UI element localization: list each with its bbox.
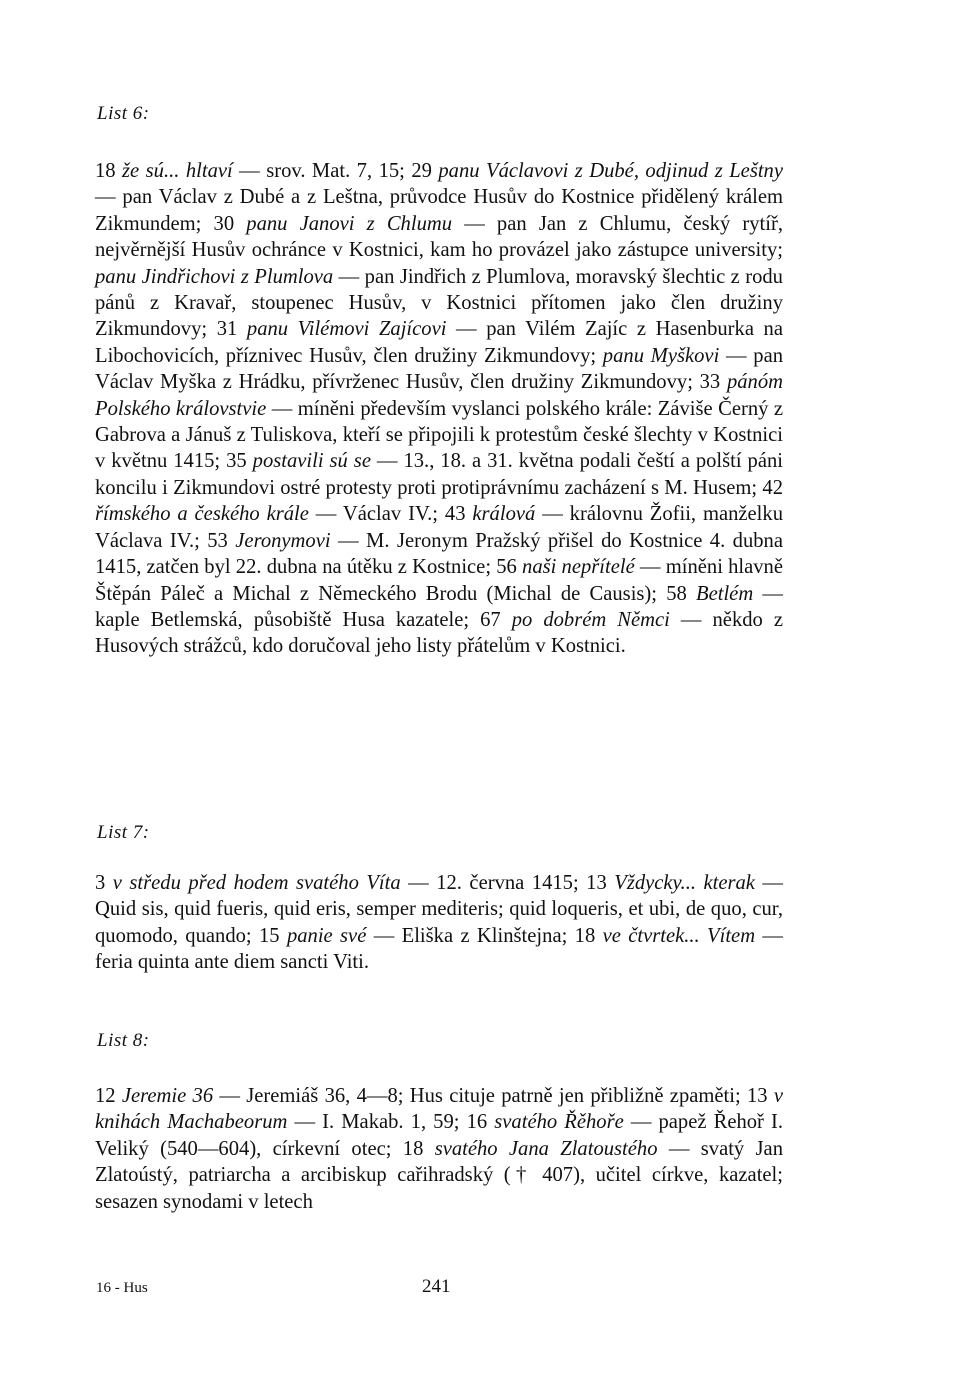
text-run: — I. Makab. 1, 59; 16 [287, 1111, 495, 1134]
text-run: — Eliška z Klinštejna; 18 [366, 924, 603, 947]
text-run: — srov. Mat. 7, 15; 29 [232, 160, 439, 182]
text-run: — královnu Žofii, manželku Václava IV.; 53 [95, 503, 783, 552]
italic-citation: Jeremie 36 [121, 1085, 214, 1107]
italic-citation: králová [472, 503, 536, 526]
italic-citation: že sú... hltaví [122, 160, 233, 182]
italic-citation: Betlém [696, 582, 754, 605]
text-run: — feria quinta ante diem sancti Viti. [95, 924, 784, 974]
italic-citation: ve čtvrtek... Vítem [602, 924, 756, 947]
document-page [95, 0, 783, 1381]
text-run: — pan Václav Myška z Hrádku, přívrženec Husův, člen družiny Zikmundovy; 33 [95, 344, 784, 394]
text-run: — míněni hlavně Štěpán Páleč a Michal z Německého Brodu (Michal de Causis); 58 [95, 556, 783, 605]
italic-citation: v středu před hodem svatého Víta [112, 872, 401, 894]
text-run: 12 [95, 1085, 122, 1107]
printer-signature: 16 - Hus [96, 1280, 148, 1296]
text-run: — Václav IV.; 43 [308, 503, 473, 526]
italic-citation: panu Vilémovi Zajícovi [246, 318, 447, 341]
text-run: — Quid sis, quid fueris, quid eris, semper mediteris; quid loqueris, et ubi, de quo, cur, quomodo, quando; 15 [95, 872, 784, 947]
text-run: — někdo z Husových strážců, kdo doručoval jeho listy přátelům v Kostnici. [95, 608, 784, 658]
text-run: — Jeremiáš 36, 4—8; Hus cituje patrně jen přibližně zpaměti; 13 [213, 1085, 774, 1107]
text-run: — M. Jeronym Pražský přišel do Kostnice 4. dubna 1415, zatčen byl 22. dubna na útěku z Kostnice; 56 [95, 529, 783, 579]
text-run: 3 [95, 872, 113, 894]
section-heading-list-8: List 8: [97, 1030, 150, 1051]
italic-citation: Vždycky... kterak [614, 872, 755, 894]
text-run: — míněni především vyslanci polského krále: Záviše Černý z Gabrova a Jánuš z Tuliskova, kteří se připojili k protestům české šlechty v Kostnici v květnu 1415; 35 [95, 397, 783, 473]
italic-citation: pánóm Polského královstvie [95, 371, 783, 420]
italic-citation: svatého Jana Zlatoustého [434, 1137, 658, 1160]
italic-citation: panie své [286, 924, 367, 947]
text-run: — papež Řehoř I. Veliký (540—604), církevní otec; 18 [95, 1111, 784, 1160]
text-run: — kaple Betlemská, působiště Husa kazatele; 67 [95, 582, 783, 631]
text-run: — pan Jindřich z Plumlova, moravský šlechtic z rodu pánů z Kravař, stoupenec Husův, v Kostnici přítomen jako člen družiny Zikmundovy; 31 [95, 265, 783, 341]
text-run: 18 [95, 160, 123, 182]
italic-citation: po dobrém Němci [511, 608, 670, 631]
italic-citation: panu Václavovi z Dubé, odjinud z Leštny [438, 160, 783, 182]
italic-citation: postavili sú se [252, 450, 371, 473]
text-run: — 13., 18. a 31. května podali čeští a polští páni koncilu i Zikmundovi ostré protesty proti protiprávnímu zacházení s M. Husem; 42 [95, 450, 784, 499]
page-number: 241 [422, 1276, 451, 1297]
italic-citation: panu Janovi z Chlumu [246, 212, 453, 235]
italic-citation: panu Jindřichovi z Plumlova [95, 265, 334, 288]
italic-citation: v knihách Machabeorum [95, 1085, 783, 1134]
commentary-list-8 [95, 1083, 783, 1215]
text-run: — pan Václav z Dubé a z Leštna, průvodce Husův do Kostnice přidělený králem Zikmundem; 30 [95, 186, 783, 235]
text-run: — 12. června 1415; 13 [400, 872, 615, 894]
commentary-list-6 [95, 158, 783, 660]
italic-citation: římského a českého krále [95, 503, 309, 526]
section-heading-list-6: List 6: [97, 103, 150, 124]
text-run: — svatý Jan Zlatoústý, patriarcha a arcibiskup cařihradský († 407), učitel církve, kazatel; sesazen synodami v letech [95, 1137, 783, 1213]
italic-citation: panu Myškovi [602, 344, 720, 367]
text-run: — pan Vilém Zajíc z Hasenburka na Libochovicích, příznivec Husův, člen družiny Zikmundovy; [95, 318, 783, 367]
text-run: — pan Jan z Chlumu, český rytíř, nejvěrnější Husův ochránce v Kostnici, kam ho provázel jako zástupce university; [95, 212, 784, 262]
italic-citation: svatého Řěhoře [494, 1111, 624, 1134]
section-heading-list-7: List 7: [97, 822, 150, 843]
commentary-list-7 [95, 870, 783, 976]
italic-citation: naši nepřítelé [522, 556, 635, 579]
italic-citation: Jeronymovi [235, 529, 331, 552]
